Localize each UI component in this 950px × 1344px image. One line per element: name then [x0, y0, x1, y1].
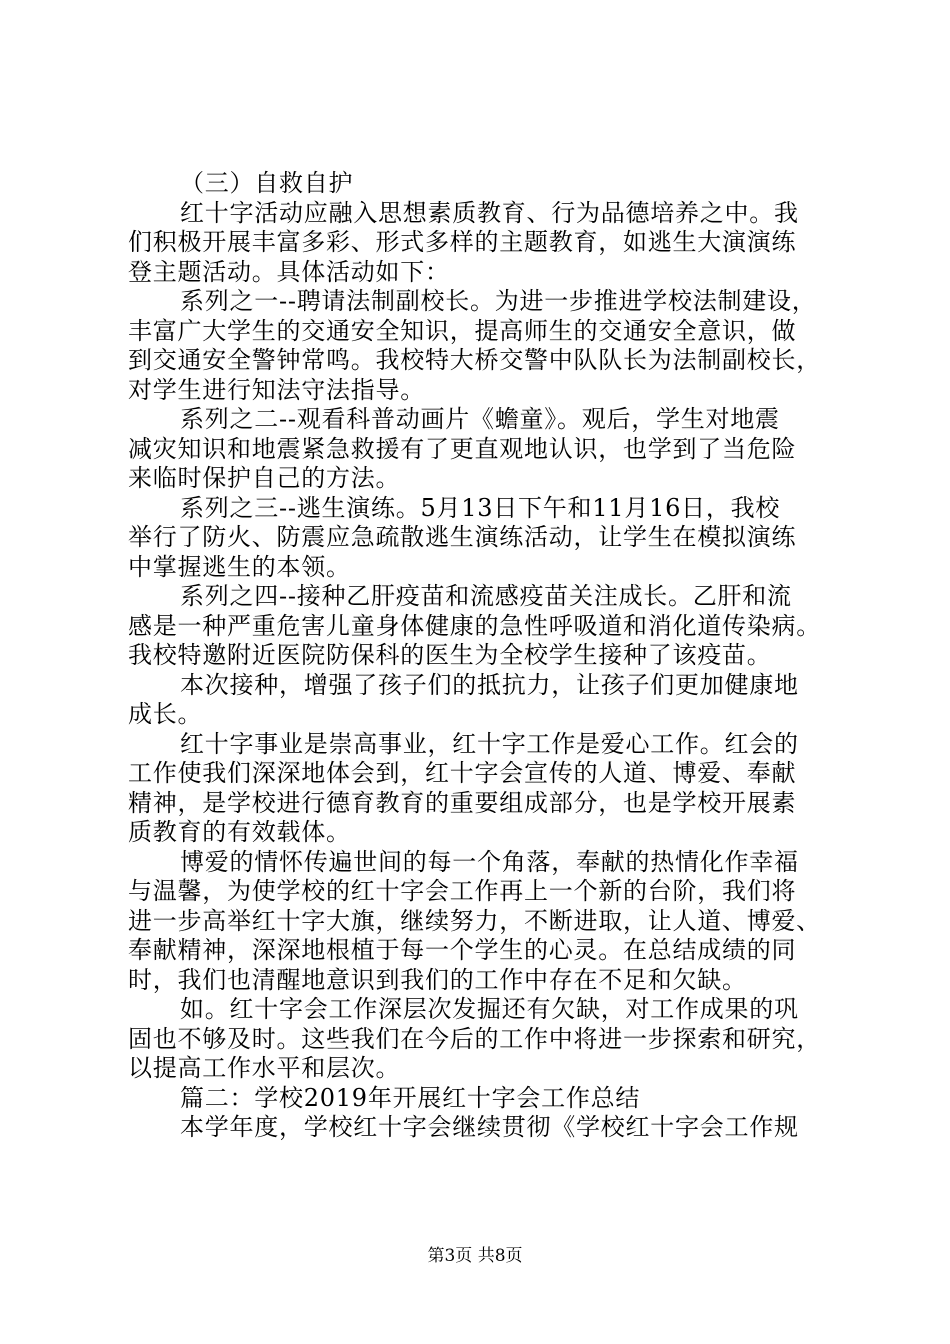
paragraph-line: 减灾知识和地震紧急救援有了更直观地认识，也学到了当危险	[128, 434, 797, 463]
paragraph-line: 成长。	[128, 700, 203, 728]
paragraph-line: 来临时保护自己的方法。	[128, 464, 401, 492]
paragraph-line: 精神，是学校进行德育教育的重要组成部分，也是学校开展素	[128, 788, 797, 817]
paragraph-line: 对学生进行知法守法指导。	[128, 375, 425, 404]
paragraph-line: 红十字活动应融入思想素质教育、行为品德培养之中。我	[180, 198, 799, 227]
paragraph-line: 我校特邀附近医院防保科的医生为全校学生接种了该疫苗。	[128, 641, 772, 669]
paragraph-line: 与温馨，为使学校的红十字会工作再上一个新的台阶，我们将	[128, 877, 797, 905]
paragraph-line: 到交通安全警钟常鸣。我校特大桥交警中队队长为法制副校长，	[128, 346, 821, 374]
paragraph-line: 举行了防火、防震应急疏散逃生演练活动，让学生在模拟演练	[128, 523, 797, 551]
paragraph-line: 奉献精神，深深地根植于每一个学生的心灵。在总结成绩的同	[128, 936, 797, 964]
paragraph-line: 如。红十字会工作深层次发掘还有欠缺，对工作成果的巩	[180, 995, 799, 1023]
document-body	[128, 169, 823, 1143]
paragraph-line: 固也不够及时。这些我们在今后的工作中将进一步探索和研究，	[128, 1024, 821, 1053]
article-heading: 篇二：学校2019年开展红十字会工作总结	[180, 1083, 641, 1112]
paragraph-line: 感是一种严重危害儿童身体健康的急性呼吸道和消化道传染病。	[128, 611, 821, 640]
paragraph-line: 系列之二--观看科普动画片《蟾童》。观后，学生对地震	[180, 405, 780, 433]
paragraph-line: 系列之三--逃生演练。5月13日下午和11月16日，我校	[180, 493, 781, 522]
paragraph-line: 进一步高举红十字大旗，继续努力，不断进取，让人道、博爱、	[128, 906, 821, 935]
section-heading: （三）自救自护	[180, 169, 354, 197]
paragraph-line: 红十字事业是崇高事业，红十字工作是爱心工作。红会的	[180, 729, 799, 758]
paragraph-line: 以提高工作水平和层次。	[128, 1054, 401, 1082]
paragraph-line: 中掌握逃生的本领。	[128, 552, 351, 581]
paragraph-line: 质教育的有效载体。	[128, 818, 351, 846]
paragraph-line: 丰富广大学生的交通安全知识，提高师生的交通安全意识，做	[128, 316, 797, 345]
paragraph-line: 登主题活动。具体活动如下：	[128, 257, 450, 286]
paragraph-line: 系列之一--聘请法制副校长。为进一步推进学校法制建设，	[180, 287, 817, 315]
paragraph-line: 系列之四--接种乙肝疫苗和流感疫苗关注成长。乙肝和流	[180, 582, 792, 610]
paragraph-line: 博爱的情怀传遍世间的每一个角落，奉献的热情化作幸福	[180, 847, 799, 876]
paragraph-line: 们积极开展丰富多彩、形式多样的主题教育，如逃生大演演练	[128, 228, 797, 256]
paragraph-line: 本次接种，增强了孩子们的抵抗力，让孩子们更加健康地	[180, 670, 799, 699]
page-number-footer: 第3页 共8页	[427, 1246, 523, 1266]
paragraph-line: 工作使我们深深地体会到，红十字会宣传的人道、博爱、奉献	[128, 759, 797, 787]
paragraph-line: 时，我们也清醒地意识到我们的工作中存在不足和欠缺。	[128, 965, 747, 994]
paragraph-line: 本学年度，学校红十字会继续贯彻《学校红十字会工作规	[180, 1113, 799, 1141]
